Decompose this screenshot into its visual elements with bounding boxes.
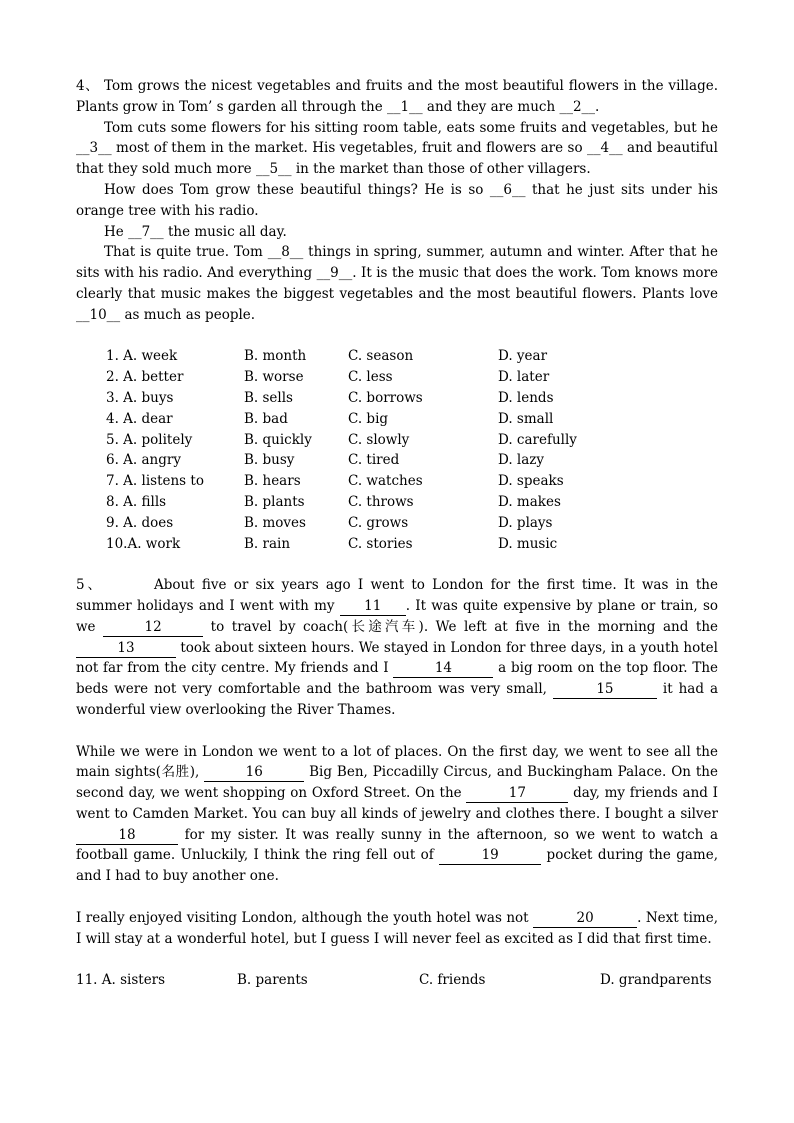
option-row-passage5: 11. A. sisters B. parents C. friends D. grandparents: [76, 972, 712, 989]
option-row: 4. A. dear B. bad C. big D. small: [106, 410, 554, 427]
question-number: 5、: [76, 577, 104, 594]
blank-11: 11: [340, 598, 406, 616]
passage4-para3: How does Tom grow these beautiful things? He is so __6__ that he just sits under his orange tree with his radio.: [76, 181, 718, 219]
passage4-para4: He __7__ the music all day.: [104, 223, 287, 240]
blank-4: __4__: [587, 140, 623, 157]
blank-19: 19: [439, 847, 541, 865]
passage4-para2: Tom cuts some flowers for his sitting room table, eats some fruits and vegetables, but he __3__ most of them in the market. His vegetables, fruit and flowers are so __4__ and beautiful that they sold much more __5__ in the market than those of other villagers.: [76, 119, 718, 178]
blank-12: 12: [103, 619, 203, 637]
blank-9: __9__: [316, 265, 353, 282]
passage5-para3: I really enjoyed visiting London, although the youth hotel was not 20 . Next time, I will stay at a wonderful hotel, but I guess I will never feel as excited as I did that first time.: [76, 909, 718, 947]
blank-16: 16: [204, 764, 304, 782]
blank-7: __7__: [128, 223, 164, 240]
spacer: [76, 554, 718, 575]
spacer: [76, 326, 718, 347]
blank-8: __8__: [267, 244, 304, 261]
spacer: [76, 887, 718, 908]
passage5-para2: While we were in London we went to a lot of places. On the first day, we went to see all the main sights(名胜), 16 Big Ben, Piccadilly Circus, and Buckingham Palace. On the second day, we went shopping on Oxford Street. On the 17 day, my friends and I went to Camden Market. You can buy all kinds of jewelry and clothes there. I bought a silver 18 for my sister. It was really sunny in the afternoon, so we went to watch a football game. Unluckily, I think the ring fell out of 19 pocket during the game, and I had to buy another one.: [76, 743, 718, 885]
option-row: 6. A. angry B. busy C. tired D. lazy: [106, 452, 545, 469]
blank-1: __1__: [387, 98, 423, 115]
blank-15: 15: [553, 681, 657, 699]
blank-14: 14: [393, 660, 493, 678]
blank-13: 13: [76, 640, 176, 658]
blank-10: __10__: [76, 306, 121, 323]
option-row: 9. A. does B. moves C. grows D. plays: [106, 514, 553, 531]
blank-2: __2__: [559, 98, 596, 115]
blank-3: __3__: [76, 140, 112, 157]
blank-17: 17: [466, 785, 568, 803]
blank-20: 20: [533, 910, 637, 928]
option-row: 2. A. better B. worse C. less D. later: [106, 369, 550, 386]
blank-18: 18: [76, 827, 178, 845]
option-row: 7. A. listens to B. hears C. watches D. speaks: [106, 473, 564, 490]
passage5-para1: 5、 About five or six years ago I went to London for the first time. It was in the summer holidays and I went with my 11 . It was quite expensive by plane or train, so we 12 to travel by coach(长途汽车). We left at five in the morning and the 13 took about sixteen hours. We stayed in London for three days, in a youth hotel not far from the city centre. My friends and I 14 a big room on the top floor. The beds were not very comfortable and the bathroom was very small, 15 it had a wonderful view overlooking the River Thames.: [76, 577, 719, 718]
option-row: 8. A. fills B. plants C. throws D. makes: [106, 493, 561, 510]
spacer: [76, 949, 718, 970]
option-row: 1. A. week B. month C. season D. year: [106, 348, 548, 365]
spacer: [76, 721, 718, 742]
option-row: 3. A. buys B. sells C. borrows D. lends: [106, 389, 554, 406]
options-table-passage4: [106, 346, 577, 554]
option-row: 10.A. work B. rain C. stories D. music: [106, 535, 558, 552]
passage4-para1: 4、 Tom grows the nicest vegetables and fruits and the most beautiful flowers in the village. Plants grow in Tom’ s garden all through the __1__ and they are much __2__.: [76, 78, 718, 115]
worksheet-page: [76, 76, 718, 991]
option-row: 5. A. politely B. quickly C. slowly D. carefully: [106, 431, 577, 448]
passage4-para5: That is quite true. Tom __8__ things in spring, summer, autumn and winter. After that he sits with his radio. And everything __9__. It is the music that does the work. Tom knows more clearly that music makes the biggest vegetables and the most beautiful flowers. Plants love __10__ as much as people.: [76, 244, 718, 323]
blank-6: __6__: [489, 181, 526, 198]
blank-5: __5__: [255, 161, 292, 178]
